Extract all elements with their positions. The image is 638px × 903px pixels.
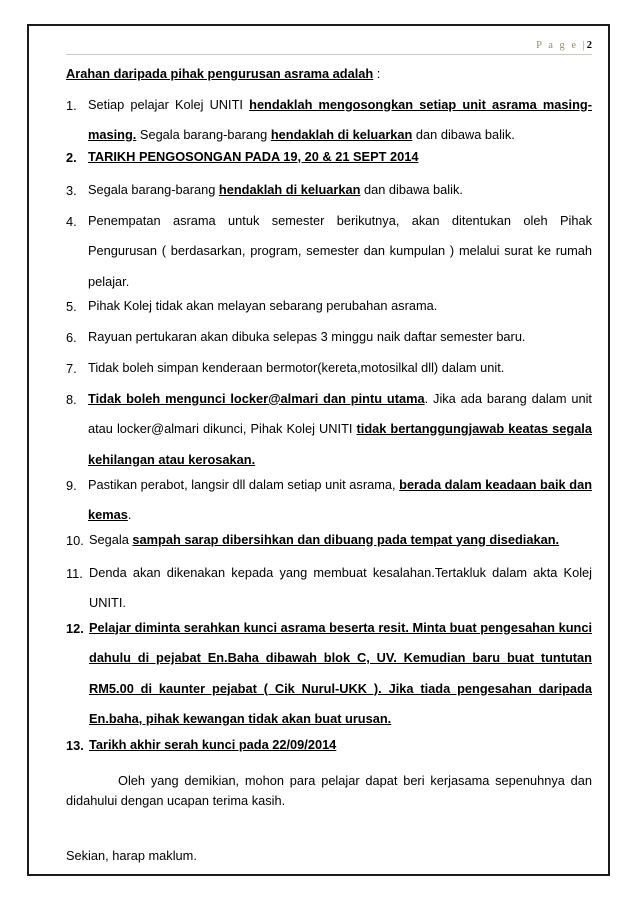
list-item: [66, 738, 592, 760]
intro-line: [66, 66, 380, 81]
signoff: Sekian, harap maklum.: [66, 848, 197, 863]
body-text: . Jika ada barang dalam unit atau locker@almari dikunci, Pihak Kolej UNITI: [88, 390, 592, 436]
list-item-text: [88, 384, 592, 476]
emphasis-text: hendaklah mengosongkan setiap unit asrama masing-masing.: [88, 96, 592, 142]
list-item-number: 2.: [66, 150, 77, 165]
list-item-number: 7.: [66, 361, 77, 376]
body-text: Rayuan pertukaran akan dibuka selepas 3 minggu naik daftar semester baru.: [88, 328, 526, 344]
list-item-text: [89, 613, 592, 735]
list-item-number: 10.: [66, 533, 84, 548]
emphasis-text: Pelajar diminta serahkan kunci asrama beserta resit. Minta buat pengesahan kunci dahulu di pejabat En.Baha dibawah blok C, UV. Kemudian baru buat tuntutan RM5.00 di kaunter pejabat ( Cik Nurul-UKK ). Jika tiada pengesahan daripada En.baha, pihak kewangan tidak akan buat urusan.: [89, 619, 592, 726]
list-item-number: 3.: [66, 183, 77, 198]
list-item-text: [88, 470, 592, 531]
emphasis-text: TARIKH PENGOSONGAN PADA 19, 20 & 21 SEPT 2014: [88, 148, 419, 164]
list-item-number: 4.: [66, 214, 77, 229]
emphasis-text: tidak bertanggungjawab keatas segala kehilangan atau kerosakan.: [88, 421, 592, 467]
body-text: Denda akan dikenakan kepada yang membuat kesalahan.Tertakluk dalam akta Kolej UNITI.: [89, 564, 592, 610]
emphasis-text: berada dalam keadaan baik dan kemas: [88, 476, 593, 522]
list-item-text: [88, 322, 592, 353]
body-text: Pastikan perabot, langsir dll dalam setiap unit asrama,: [88, 476, 400, 492]
intro-text: Arahan daripada pihak pengurusan asrama adalah: [66, 66, 374, 81]
list-item-text: [88, 206, 592, 298]
list-item-text: [88, 353, 592, 384]
list-item: [66, 150, 592, 172]
body-text: dan dibawa balik.: [412, 127, 515, 142]
body-text: Setiap pelajar Kolej UNITI: [88, 96, 250, 112]
emphasis-text: sampah sarap dibersihkan dan dibuang pada tempat yang disediakan.: [132, 531, 560, 547]
list-item-text: [88, 175, 592, 206]
list-item: [66, 478, 592, 531]
body-text: .: [127, 507, 132, 522]
emphasis-text: Tarikh akhir serah kunci pada 22/09/2014: [89, 736, 337, 752]
list-item-number: 8.: [66, 392, 77, 407]
list-item: [66, 299, 592, 321]
body-text: Penempatan asrama untuk semester berikutnya, akan ditentukan oleh Pihak Pengurusan ( berdasarkan, program, semester dan kumpulan ) melalui surat ke rumah pelajar.: [88, 212, 592, 289]
body-text: Segala barang-barang: [136, 127, 271, 142]
emphasis-text: hendaklah di keluarkan: [270, 127, 413, 142]
list-item-text: [89, 525, 592, 556]
closing-paragraph: Oleh yang demikian, mohon para pelajar dapat beri kerjasama sepenuhnya dan didahului dengan ucapan terima kasih.: [66, 773, 592, 808]
list-item-number: 12.: [66, 621, 84, 636]
page-label: P a g e |: [536, 40, 587, 51]
list-item: [66, 566, 592, 619]
list-item: [66, 392, 592, 475]
list-item-text: [88, 291, 592, 322]
page-number: 2: [586, 40, 592, 51]
body-text: Segala barang-barang: [88, 181, 219, 197]
list-item: [66, 214, 592, 297]
emphasis-text: Tidak boleh mengunci locker@almari dan pintu utama: [88, 390, 425, 406]
list-item-number: 11.: [66, 566, 83, 581]
header-divider: [66, 54, 592, 55]
list-item-number: 9.: [66, 478, 77, 493]
list-item: [66, 621, 592, 735]
emphasis-text: hendaklah di keluarkan: [218, 181, 361, 197]
list-item: [66, 361, 592, 383]
list-item-number: 13.: [66, 738, 84, 753]
list-item-number: 1.: [66, 98, 77, 113]
body-text: dan dibawa balik.: [360, 181, 463, 197]
body-text: Segala: [89, 531, 133, 547]
list-item: [66, 533, 592, 555]
list-item: [66, 183, 592, 205]
list-item-text: [89, 730, 592, 761]
list-item-text: [88, 142, 592, 173]
body-text: Pihak Kolej tidak akan melayan sebarang perubahan asrama.: [88, 297, 438, 313]
page-header: [66, 40, 592, 54]
list-item: [66, 330, 592, 352]
intro-suffix: :: [373, 66, 381, 81]
list-item-number: 5.: [66, 299, 77, 314]
list-item-text: [89, 558, 592, 619]
list-item-number: 6.: [66, 330, 77, 345]
body-text: Tidak boleh simpan kenderaan bermotor(kereta,motosilkal dll) dalam unit.: [88, 359, 505, 375]
